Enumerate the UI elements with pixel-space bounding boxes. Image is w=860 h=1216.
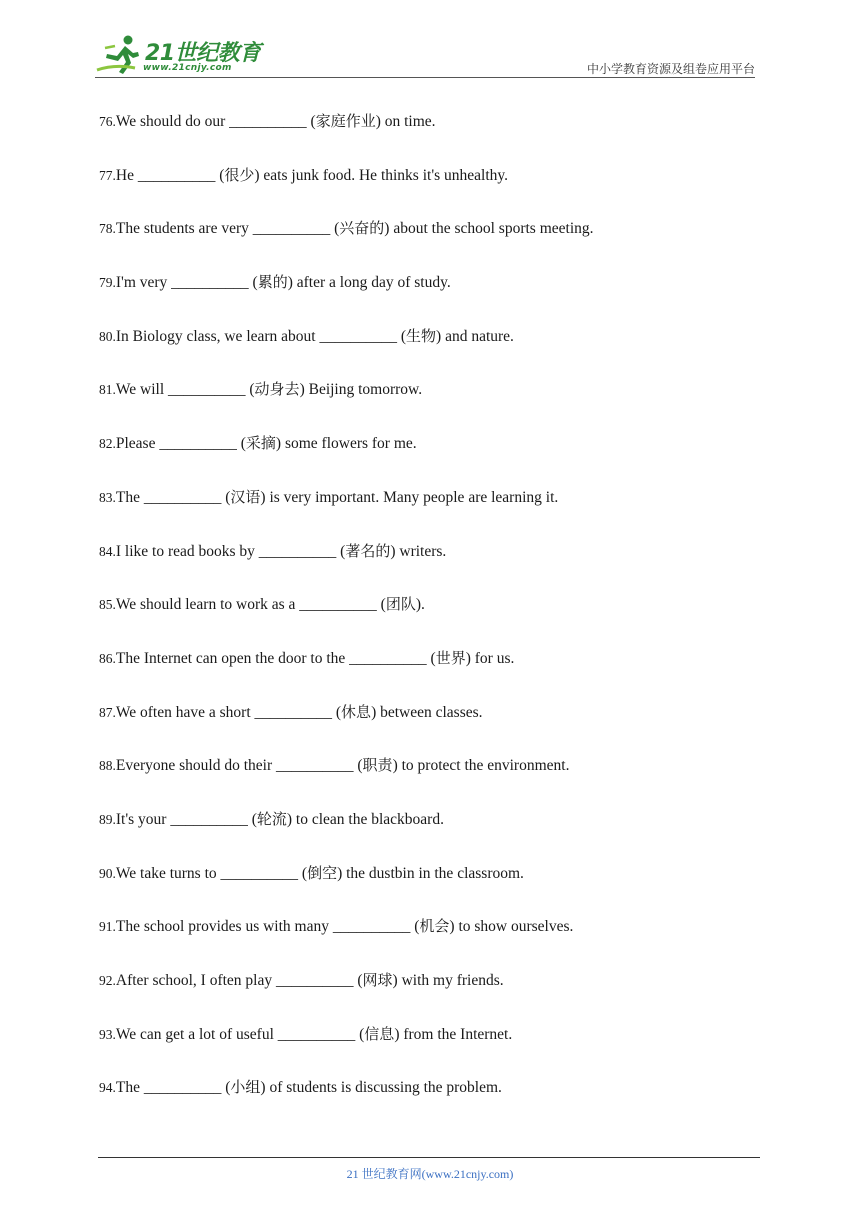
question-text-after: ) some flowers for me.	[275, 435, 417, 453]
question-text-before: We should learn to work as a __________ (	[115, 596, 386, 614]
question-text-before: We take turns to __________ (	[115, 864, 308, 882]
question-text-after: ) about the school sports meeting.	[384, 220, 594, 238]
question-text-after: ) from the Internet.	[394, 1025, 513, 1043]
question-text-after: ) and nature.	[436, 327, 514, 345]
question-text-before: We should do our __________ (	[115, 113, 316, 130]
question-number: 85.	[99, 597, 116, 613]
question-item	[99, 430, 779, 484]
question-item	[99, 323, 779, 377]
question-text-after: ) eats junk food. He thinks it's unhealthy.	[254, 166, 509, 184]
question-number: 92.	[99, 973, 116, 988]
question-text-after: ) to show ourselves.	[449, 918, 574, 936]
chinese-hint: 兴奋的	[339, 219, 385, 238]
question-item	[99, 860, 779, 914]
question-item	[99, 162, 779, 216]
question-text-after: ) writers.	[390, 542, 447, 560]
question-number: 86.	[99, 650, 116, 666]
footer-divider	[98, 1157, 760, 1158]
question-text-before: I'm very __________ (	[115, 274, 258, 292]
question-text-after: ).	[415, 596, 425, 614]
chinese-hint: 采摘	[245, 434, 276, 453]
chinese-hint: 家庭作业	[315, 112, 376, 130]
question-text-before: Please __________ (	[115, 435, 246, 453]
question-text-before: The students are very __________ (	[115, 220, 340, 238]
question-text-after: ) the dustbin in the classroom.	[337, 864, 524, 882]
chinese-hint: 网球	[362, 971, 393, 989]
question-text-after: ) after a long day of study.	[287, 274, 451, 292]
chinese-hint: 休息	[341, 702, 372, 721]
question-number: 93.	[99, 1026, 116, 1042]
chinese-hint: 生物	[406, 326, 437, 345]
question-number: 90.	[99, 865, 116, 881]
question-number: 91.	[99, 919, 116, 935]
site-logo	[95, 34, 275, 76]
question-text-before: The __________ (	[115, 488, 231, 506]
question-text-before: After school, I often play __________ (	[115, 972, 363, 989]
question-item	[99, 1021, 779, 1075]
question-number: 80.	[99, 328, 116, 344]
chinese-hint: 机会	[419, 917, 450, 936]
question-item	[99, 215, 779, 269]
question-item	[99, 376, 779, 430]
chinese-hint: 轮流	[256, 809, 287, 828]
chinese-hint: 著名的	[345, 541, 391, 560]
question-number: 83.	[99, 489, 116, 505]
question-number: 94.	[99, 1080, 116, 1096]
platform-title: 中小学教育资源及组卷应用平台	[586, 62, 755, 76]
question-text-before: The school provides us with many __________ (	[115, 918, 420, 936]
question-text-after: ) with my friends.	[392, 972, 504, 989]
question-item	[99, 591, 779, 645]
question-text-before: We often have a short __________ (	[115, 703, 342, 721]
question-text-after: ) for us.	[465, 649, 515, 667]
question-number: 88.	[99, 758, 116, 774]
chinese-hint: 很少	[224, 165, 255, 184]
question-text-after: ) Beijing tomorrow.	[299, 381, 423, 399]
chinese-hint: 团队	[385, 595, 416, 614]
page-header	[95, 30, 755, 78]
footer-text: 21 世纪教育网(www.21cnjy.com)	[346, 1167, 514, 1181]
question-text-before: We can get a lot of useful __________ (	[115, 1025, 365, 1043]
question-text-before: Everyone should do their __________ (	[115, 757, 363, 775]
question-item	[99, 645, 779, 699]
question-number: 87.	[99, 704, 116, 720]
question-text-after: ) between classes.	[371, 703, 483, 721]
runner-logo-icon	[95, 34, 143, 76]
question-item	[99, 1074, 779, 1128]
chinese-hint: 汉语	[230, 487, 261, 506]
question-text-before: He __________ (	[115, 166, 225, 184]
question-item	[99, 269, 779, 323]
question-text-before: The Internet can open the door to the __________ (	[115, 649, 436, 667]
question-item	[99, 108, 779, 162]
question-text-after: ) is very important. Many people are learning it.	[260, 488, 559, 506]
chinese-hint: 信息	[364, 1024, 395, 1043]
question-text-before: It's your __________ (	[115, 810, 257, 828]
question-number: 82.	[99, 436, 116, 452]
question-number: 79.	[99, 275, 116, 291]
question-item	[99, 538, 779, 592]
chinese-hint: 小组	[230, 1078, 261, 1097]
question-number: 76.	[99, 114, 116, 129]
chinese-hint: 职责	[362, 756, 393, 775]
question-item	[99, 806, 779, 860]
question-item	[99, 967, 779, 1021]
question-item	[99, 484, 779, 538]
question-text-after: ) to clean the blackboard.	[286, 810, 444, 828]
question-text-before: The __________ (	[115, 1079, 231, 1097]
question-item	[99, 913, 779, 967]
question-text-after: ) on time.	[375, 113, 436, 130]
question-list	[99, 108, 779, 1128]
question-item	[99, 752, 779, 806]
logo-text: 21世纪教育	[145, 41, 261, 66]
question-text-after: ) of students is discussing the problem.	[260, 1079, 502, 1097]
chinese-hint: 动身去	[254, 380, 300, 399]
header-divider	[95, 77, 755, 78]
question-text-after: ) to protect the environment.	[392, 757, 570, 775]
question-text-before: I like to read books by __________ (	[115, 542, 346, 560]
logo-url: www.21cnjy.com	[143, 63, 232, 73]
question-item	[99, 699, 779, 753]
question-number: 89.	[99, 811, 116, 827]
question-text-before: We will __________ (	[115, 381, 255, 399]
question-number: 77.	[99, 167, 116, 183]
question-number: 78.	[99, 221, 116, 237]
chinese-hint: 世界	[435, 648, 466, 667]
question-number: 84.	[99, 543, 116, 559]
question-text-before: In Biology class, we learn about __________ (	[115, 327, 407, 345]
chinese-hint: 倒空	[307, 863, 338, 882]
question-number: 81.	[99, 382, 116, 398]
chinese-hint: 累的	[257, 273, 288, 292]
